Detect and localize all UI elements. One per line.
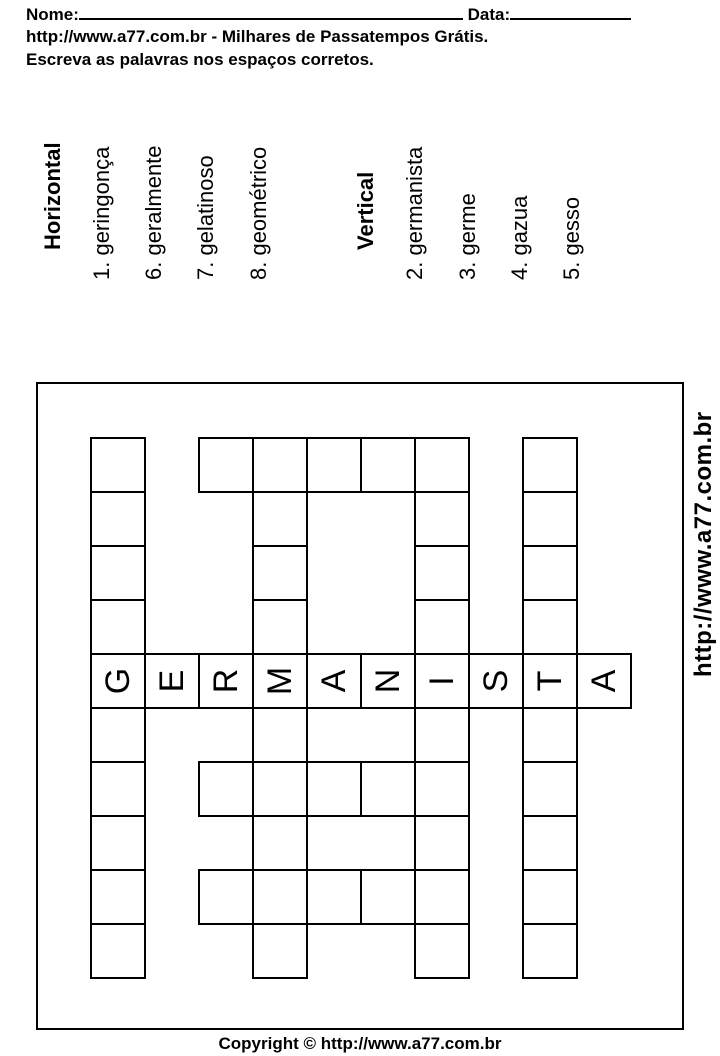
grid-cell[interactable] xyxy=(252,707,308,763)
cell-letter: I xyxy=(422,676,461,686)
clue-horizontal-6: 6. geralmente xyxy=(141,145,166,280)
grid-cell[interactable] xyxy=(252,815,308,871)
grid-cell[interactable] xyxy=(306,869,362,925)
grid-cell[interactable] xyxy=(252,437,308,493)
grid-cell[interactable] xyxy=(252,599,308,655)
grid-cell[interactable] xyxy=(252,869,308,925)
grid-cell[interactable] xyxy=(522,869,578,925)
site-line: http://www.a77.com.br - Milhares de Passatempos Grátis. xyxy=(26,27,489,46)
grid-cell-filled[interactable] xyxy=(468,653,524,709)
grid-cell[interactable] xyxy=(522,491,578,547)
grid-cell-filled[interactable] xyxy=(252,653,308,709)
grid-cell[interactable] xyxy=(198,437,254,493)
cell-letter: T xyxy=(530,670,569,692)
clue-vertical-4: 4. gazua xyxy=(507,195,532,280)
date-field[interactable] xyxy=(510,2,631,20)
name-date-line xyxy=(26,2,631,26)
name-label: Nome: xyxy=(26,5,79,24)
grid-cell-filled[interactable] xyxy=(306,653,362,709)
grid-cell[interactable] xyxy=(360,437,416,493)
grid-cell[interactable] xyxy=(252,923,308,979)
grid-cell[interactable] xyxy=(90,761,146,817)
grid-cell[interactable] xyxy=(90,923,146,979)
horizontal-title: Horizontal xyxy=(40,142,65,250)
grid-cell-filled[interactable] xyxy=(198,653,254,709)
grid-cell[interactable] xyxy=(198,869,254,925)
instruction: Escreva as palavras nos espaços corretos. xyxy=(26,50,374,69)
grid-cell-filled[interactable] xyxy=(90,653,146,709)
side-url: http://www.a77.com.br xyxy=(690,411,717,677)
grid-cell[interactable] xyxy=(90,869,146,925)
vertical-title: Vertical xyxy=(353,171,378,250)
clue-horizontal-7: 7. gelatinoso xyxy=(193,155,218,280)
cell-letter: S xyxy=(476,669,515,693)
cell-letter: E xyxy=(152,669,191,693)
grid-cell[interactable] xyxy=(252,761,308,817)
grid-cell[interactable] xyxy=(90,545,146,601)
date-label: Data: xyxy=(467,5,511,24)
grid-cell-filled[interactable] xyxy=(522,653,578,709)
grid-cell-filled[interactable] xyxy=(414,653,470,709)
grid-cell[interactable] xyxy=(522,761,578,817)
grid-cell[interactable] xyxy=(522,437,578,493)
grid-cell[interactable] xyxy=(90,437,146,493)
clue-horizontal-8: 8. geométrico xyxy=(246,146,271,280)
grid-cell-filled[interactable] xyxy=(360,653,416,709)
grid-cell[interactable] xyxy=(90,707,146,763)
grid-cell[interactable] xyxy=(414,761,470,817)
grid-cell[interactable] xyxy=(522,707,578,763)
grid-cell[interactable] xyxy=(198,761,254,817)
grid-cell[interactable] xyxy=(414,545,470,601)
grid-cell[interactable] xyxy=(360,761,416,817)
cell-letter: A xyxy=(314,669,353,693)
grid-cell-filled[interactable] xyxy=(144,653,200,709)
cell-letter: M xyxy=(260,666,299,696)
cell-letter: N xyxy=(368,668,407,694)
grid-cell[interactable] xyxy=(414,815,470,871)
grid-cell[interactable] xyxy=(414,491,470,547)
grid-cell[interactable] xyxy=(414,923,470,979)
grid-cell[interactable] xyxy=(252,491,308,547)
grid-cell[interactable] xyxy=(414,599,470,655)
cell-letter: A xyxy=(584,669,623,693)
grid-cell[interactable] xyxy=(522,599,578,655)
footer-copyright: Copyright © http://www.a77.com.br xyxy=(218,1034,502,1053)
clue-vertical-2: 2. germanista xyxy=(402,146,427,280)
grid-cell[interactable] xyxy=(360,869,416,925)
grid-cell[interactable] xyxy=(306,437,362,493)
grid-cell[interactable] xyxy=(90,599,146,655)
grid-cell[interactable] xyxy=(90,491,146,547)
cell-letter: R xyxy=(206,668,245,694)
grid-cell[interactable] xyxy=(522,545,578,601)
grid-cell[interactable] xyxy=(522,815,578,871)
clue-vertical-5: 5. gesso xyxy=(559,196,584,280)
grid-cell[interactable] xyxy=(306,761,362,817)
clue-horizontal-1: 1. geringonça xyxy=(89,146,114,280)
cell-letter: G xyxy=(98,667,137,695)
grid-cell[interactable] xyxy=(414,869,470,925)
grid-cell[interactable] xyxy=(90,815,146,871)
grid-cell[interactable] xyxy=(414,707,470,763)
grid-cell[interactable] xyxy=(522,923,578,979)
clue-vertical-3: 3. germe xyxy=(455,193,480,280)
name-field[interactable] xyxy=(79,2,463,20)
grid-cell[interactable] xyxy=(252,545,308,601)
grid-cell-filled[interactable] xyxy=(576,653,632,709)
grid-cell[interactable] xyxy=(414,437,470,493)
